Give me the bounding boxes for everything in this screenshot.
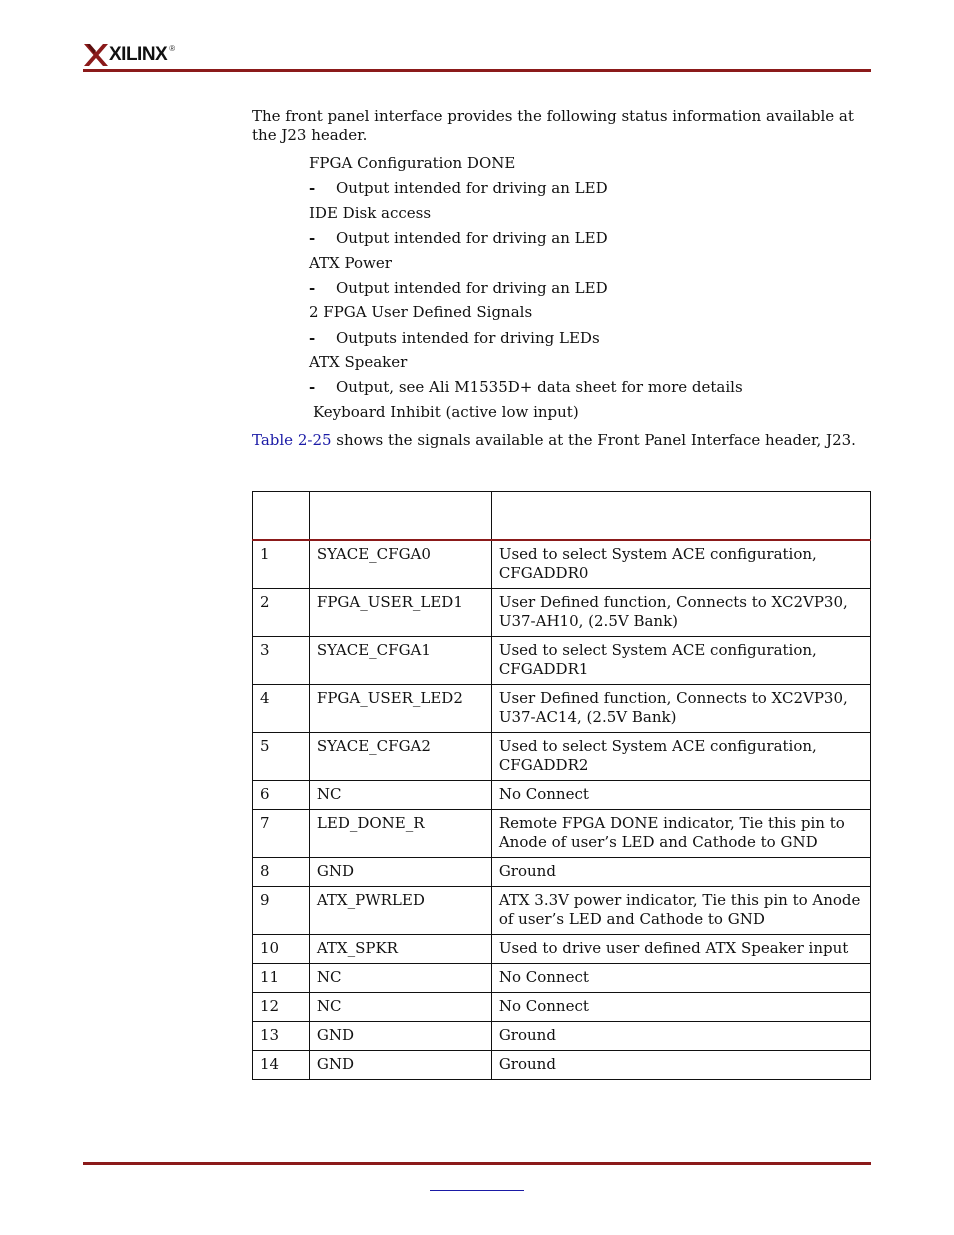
table-row bbox=[253, 589, 871, 637]
pin-cell: 9 bbox=[253, 887, 310, 935]
table-row bbox=[253, 935, 871, 964]
status-item-detail: Outputs intended for driving LEDs bbox=[336, 329, 600, 347]
description-cell: No Connect bbox=[491, 993, 870, 1022]
status-item-detail: Output intended for driving an LED bbox=[336, 229, 608, 247]
footer-link-underline[interactable] bbox=[430, 1190, 524, 1191]
signal-cell: FPGA_USER_LED1 bbox=[309, 589, 491, 637]
table-row bbox=[253, 540, 871, 589]
status-item-detail: Output intended for driving an LED bbox=[336, 279, 608, 297]
description-cell: User Defined function, Connects to XC2VP30, U37-AC14, (2.5V Bank) bbox=[491, 685, 870, 733]
pin-cell: 4 bbox=[253, 685, 310, 733]
status-item-detail: Output intended for driving an LED bbox=[336, 179, 608, 197]
pin-cell: 14 bbox=[253, 1051, 310, 1080]
status-item-label: 2 FPGA User Defined Signals bbox=[309, 303, 533, 321]
dash-bullet: - bbox=[309, 279, 316, 297]
signal-cell: SYACE_CFGA2 bbox=[309, 733, 491, 781]
table-row bbox=[253, 637, 871, 685]
pin-cell: 1 bbox=[253, 540, 310, 589]
pin-cell: 5 bbox=[253, 733, 310, 781]
description-cell: Remote FPGA DONE indicator, Tie this pin to Anode of user’s LED and Cathode to GND bbox=[491, 810, 870, 858]
pin-cell: 3 bbox=[253, 637, 310, 685]
description-cell: Used to select System ACE configuration, CFGADDR0 bbox=[491, 540, 870, 589]
table-row bbox=[253, 1022, 871, 1051]
description-cell: Ground bbox=[491, 858, 870, 887]
signal-cell: ATX_SPKR bbox=[309, 935, 491, 964]
dash-bullet: - bbox=[309, 329, 316, 347]
table-reference-sentence bbox=[252, 431, 856, 450]
dash-bullet: - bbox=[309, 229, 316, 247]
signal-cell: ATX_PWRLED bbox=[309, 887, 491, 935]
table-row bbox=[253, 993, 871, 1022]
table-row bbox=[253, 733, 871, 781]
description-cell: Ground bbox=[491, 1022, 870, 1051]
dash-bullet: - bbox=[309, 179, 316, 197]
status-item-detail: Output, see Ali M1535D+ data sheet for more details bbox=[336, 378, 743, 396]
description-cell: Used to drive user defined ATX Speaker input bbox=[491, 935, 870, 964]
front-panel-signals-table bbox=[252, 491, 871, 1080]
registered-mark: ® bbox=[169, 44, 176, 53]
status-item-label: IDE Disk access bbox=[309, 204, 432, 222]
table-row bbox=[253, 964, 871, 993]
signal-cell: FPGA_USER_LED2 bbox=[309, 685, 491, 733]
signal-cell: NC bbox=[309, 781, 491, 810]
intro-paragraph: The front panel interface provides the following status information available at the J23 header. bbox=[252, 107, 854, 144]
header-description bbox=[491, 492, 870, 541]
signal-cell: GND bbox=[309, 1022, 491, 1051]
xilinx-logo bbox=[84, 41, 175, 69]
description-cell: ATX 3.3V power indicator, Tie this pin to Anode of user’s LED and Cathode to GND bbox=[491, 887, 870, 935]
pin-cell: 11 bbox=[253, 964, 310, 993]
signal-cell: NC bbox=[309, 964, 491, 993]
signal-cell: SYACE_CFGA0 bbox=[309, 540, 491, 589]
table-header-row bbox=[253, 492, 871, 541]
signal-cell: LED_DONE_R bbox=[309, 810, 491, 858]
status-item-label: Keyboard Inhibit (active low input) bbox=[313, 403, 579, 421]
signal-cell: GND bbox=[309, 1051, 491, 1080]
description-cell: No Connect bbox=[491, 964, 870, 993]
signal-cell: SYACE_CFGA1 bbox=[309, 637, 491, 685]
status-item-label: FPGA Configuration DONE bbox=[309, 154, 516, 172]
description-cell: No Connect bbox=[491, 781, 870, 810]
xilinx-x-mark-icon bbox=[84, 43, 108, 67]
table-row bbox=[253, 887, 871, 935]
table-row bbox=[253, 685, 871, 733]
header-pin bbox=[253, 492, 310, 541]
table-row bbox=[253, 858, 871, 887]
dash-bullet: - bbox=[309, 378, 316, 396]
table-2-25-link[interactable]: Table 2-25 bbox=[252, 431, 332, 449]
pin-cell: 8 bbox=[253, 858, 310, 887]
table-row bbox=[253, 810, 871, 858]
description-cell: Ground bbox=[491, 1051, 870, 1080]
status-item-label: ATX Power bbox=[309, 254, 392, 272]
table-row bbox=[253, 1051, 871, 1080]
description-cell: User Defined function, Connects to XC2VP30, U37-AH10, (2.5V Bank) bbox=[491, 589, 870, 637]
header-signal bbox=[309, 492, 491, 541]
status-item-label: ATX Speaker bbox=[309, 353, 408, 371]
table-reference-text: shows the signals available at the Front Panel Interface header, J23. bbox=[331, 431, 856, 449]
footer-rule bbox=[83, 1162, 871, 1165]
pin-cell: 6 bbox=[253, 781, 310, 810]
pin-cell: 7 bbox=[253, 810, 310, 858]
pin-cell: 10 bbox=[253, 935, 310, 964]
pin-cell: 13 bbox=[253, 1022, 310, 1051]
description-cell: Used to select System ACE configuration, CFGADDR2 bbox=[491, 733, 870, 781]
logo-wordmark: XILINX bbox=[109, 44, 168, 65]
header-rule bbox=[83, 69, 871, 72]
signal-cell: GND bbox=[309, 858, 491, 887]
signal-cell: NC bbox=[309, 993, 491, 1022]
description-cell: Used to select System ACE configuration, CFGADDR1 bbox=[491, 637, 870, 685]
pin-cell: 2 bbox=[253, 589, 310, 637]
pin-cell: 12 bbox=[253, 993, 310, 1022]
table-row bbox=[253, 781, 871, 810]
